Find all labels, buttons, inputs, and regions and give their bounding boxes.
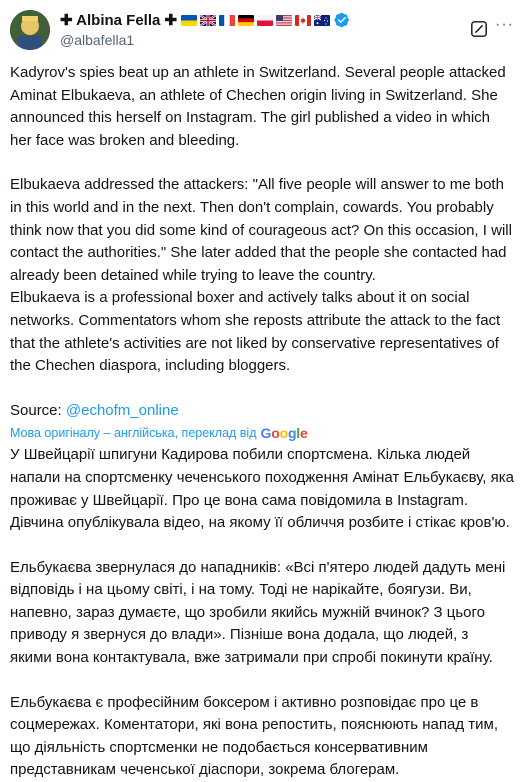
united-states-flag-icon: [276, 15, 292, 26]
flag-emojis: [181, 15, 330, 26]
name-row: [60, 10, 470, 30]
grok-icon[interactable]: [470, 20, 488, 38]
more-options-icon[interactable]: ···: [495, 16, 514, 33]
translated-text: [10, 444, 514, 782]
translation-note-text: Мова оригіналу – англійська, переклад від: [10, 426, 257, 441]
tweet-paragraph: Kadyrov's spies beat up an athlete in Switzerland. Several people attacked Aminat Elbukaeva, an athlete of Chechen origin living in Switzerland. She announced this herself on Instagram. The girl published a video in which her face was broken and bleeding.: [10, 64, 506, 149]
germany-flag-icon: [238, 15, 254, 26]
display-name[interactable]: ✚ Albina Fella ✚: [60, 12, 178, 29]
source-mention-link[interactable]: @echofm_online: [65, 401, 179, 419]
ukraine-flag-icon: [181, 15, 197, 26]
google-logo: Google: [260, 425, 308, 442]
translated-paragraph: Ельбукаєва є професійним боксером і активно розповідає про це в соцмережах. Коментатори, які вона репостить, пояснюють напад тим, що діяльність спортсменки не подобається консервативним представникам чеченської діаспори, зокрема блогерам.: [10, 693, 498, 779]
tweet-body: [10, 62, 514, 782]
tweet-paragraph: Elbukaeva is a professional boxer and actively talks about it on social networks. Commentators whom she reposts attribute the attack to the fact that the athlete's activities are not liked by conservative representatives of the Chechen diaspora, including bloggers.: [10, 289, 501, 375]
verified-badge-icon: [334, 12, 350, 28]
avatar-image: [10, 10, 50, 50]
source-label: Source:: [10, 401, 66, 419]
translation-note[interactable]: [10, 424, 514, 442]
translated-paragraph: У Швейцарії шпигуни Кадирова побили спортсмена. Кілька людей напали на спортсменку чеченського походження Амінат Ельбукаєву, яка проживає у Швейцарії. Про це вона сама повідомила в Instagram. Дівчина опублікувала відео, на якому її обличчя розбите і стікає кров'ю.: [10, 446, 515, 532]
tweet-header: [10, 10, 514, 50]
australia-flag-icon: [314, 15, 330, 26]
united-kingdom-flag-icon: [200, 15, 216, 26]
avatar[interactable]: [10, 10, 50, 50]
canada-flag-icon: [295, 15, 311, 26]
france-flag-icon: [219, 15, 235, 26]
user-handle[interactable]: @albafella1: [60, 32, 135, 48]
tweet-paragraph: Elbukaeva addressed the attackers: "All five people will answer to me both in this world and in the next. Then don't complain, cowards. You probably think now that you did some kind of courageous act? On this occasion, I will contact the authorities." She later added that the people she contacted had already been detained while trying to leave the country.: [10, 176, 512, 284]
translated-paragraph: Ельбукаєва звернулася до нападників: «Всі п'ятеро людей дадуть мені відповідь і на цьому світі, і на тому. Тоді не нарікайте, боягузи. Ви, напевно, зараз думаєте, що зробили якийсь мужній вчинок? З цього приводу я звернуся до влади». Пізніше вона додала, що людей, з якими вона контактувала, вже затримали при спробі покинути країну.: [10, 558, 506, 667]
user-names: [60, 10, 470, 50]
source-line: [10, 400, 514, 423]
poland-flag-icon: [257, 15, 273, 26]
